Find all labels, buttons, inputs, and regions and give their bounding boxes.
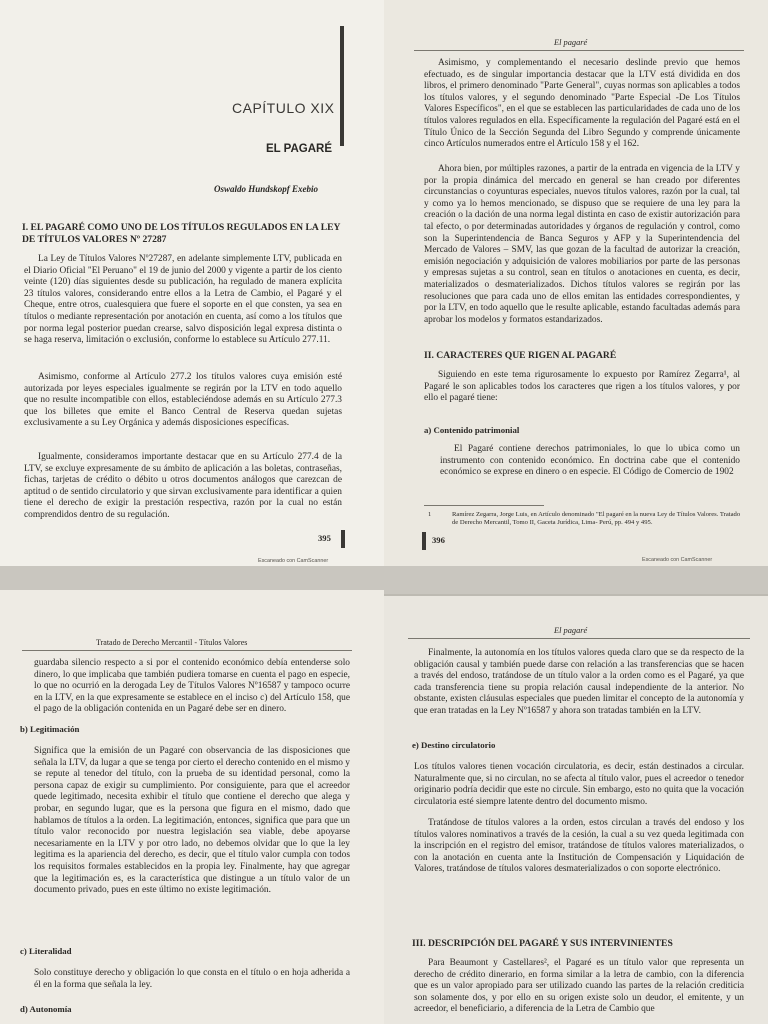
page-397-paragraph-1: guardaba silencio respecto a si por el contenido económico debía entenderse solo dinero, lo que implicaba que también pudiera tomarse en cuenta el pago en especie, lo que no ocurrió en la derogada Ley de Títulos Valores Nº16587 y tampoco ocurre en la LTV, en la que expresamente se establece en el inciso c) del Artículo 158, que el pago de la obligación contenida en un Pagaré debe ser en dinero. bbox=[34, 658, 350, 715]
page-398 bbox=[384, 596, 768, 1024]
chapter-marker-bar bbox=[340, 26, 344, 146]
page-396-paragraph-2: Ahora bien, por múltiples razones, a partir de la entrada en vigencia de la LTV y por la propia dinámica del mercado en general se han creado por diferentes circunstancias o coyunturas especiales, nuevos títulos valores, razón por la cual, tal y como ya lo hemos mencionado, se dispuso que se requiere de una ley para la creación o la dación de una norma legal distinta en caso de existir autorización para tal efecto, o por determinadas autoridades y órganos de regulación y control, como son la Superintendencia de Banca Seguros y AFP y la Superintendencia del Mercado de Valores – SMV, las que gozan de la facultad de autorizar la creación, emisión negociación y adquisición de valores mobiliarios por parte de las personas y empresas sujetas a su control, sean en títulos o anotaciones en cuenta, es decir, materializados o desmaterializados. Dichos títulos valores se regirán por las resoluciones que para cada uno de ellos emitan las entidades correspondientes, y por la LTV, en todo aquello que le resulte aplicable, estando facultadas además para aprobar los modelos y formatos estandarizados. bbox=[424, 164, 740, 325]
page-number-395: 395 bbox=[318, 533, 331, 543]
page-number-bar bbox=[341, 530, 345, 548]
running-head: El pagaré bbox=[554, 626, 588, 635]
chapter-title: EL PAGARÉ bbox=[266, 143, 333, 155]
scan-footer: Escaneado con CamScanner bbox=[258, 558, 329, 564]
chapter-label: CAPÍTULO XIX bbox=[232, 100, 335, 116]
footnote-text: Ramírez Zegarra, Jorge Luis, en Artículo denominado "El pagaré en la nueva Ley de Títulos Valores. Tratado de Derecho Mercantil, Tomo II, Gaceta Jurídica, Lima- Perú, pp. 494 y 495. bbox=[452, 511, 741, 526]
subheading-b: b) Legitimación bbox=[20, 724, 80, 734]
scan-footer: Escaneado con CamScanner bbox=[642, 557, 713, 563]
page-number-bar bbox=[422, 532, 426, 550]
page-396-paragraph-1: Asimismo, y complementando el necesario deslinde previo que hemos efectuado, es de singular importancia destacar que la LTV está dividida en dos libros, el primero denominado "Parte General", cuyas normas son aplicables a todos los títulos valores, y el segundo denominado "Parte Especial -De Los Títulos Valores Específicos", en el que se establecen las particularidades de cada uno de los títulos valores regulados en ella. Específicamente la regulación del Pagaré está en el Título Único de la Sección Segunda del Libro Segundo y comprende únicamente cinco Artículos numerados entre el Artículo 158 y el 162. bbox=[424, 58, 740, 150]
page-397-paragraph-3: Solo constituye derecho y obligación lo que consta en el título o en hoja adherida a él en la forma que señala la ley. bbox=[34, 968, 350, 990]
section-3-heading: III. DESCRIPCIÓN DEL PAGARÉ Y SUS INTERVINIENTES bbox=[412, 938, 673, 949]
subheading-d: d) Autonomía bbox=[20, 1004, 72, 1014]
section-1-heading: I. EL PAGARÉ COMO UNO DE LOS TÍTULOS REGULADOS EN LA LEY DE TÍTULOS VALORES Nº 27287 bbox=[22, 222, 341, 245]
running-head: El pagaré bbox=[554, 38, 588, 47]
page-398-paragraph-1: Finalmente, la autonomía en los títulos valores queda claro que se da respecto de la obligación causal y también puede darse con relación a las transferencias que se hacen a través del endoso, tratándose de un título valor a la orden como es el Pagaré, ya que cada transferencia tiene su propia relación causal independiente de la anterior. No obstante, existen cláusulas especiales que pueden limitar el concepto de la autonomía y que eran tratadas en la Ley Nº16587 y ahora son tratadas también en la LTV. bbox=[414, 648, 744, 716]
author-name: Oswaldo Hundskopf Exebio bbox=[214, 184, 319, 194]
subheading-a: a) Contenido patrimonial bbox=[424, 425, 520, 435]
footnote-rule bbox=[424, 505, 544, 506]
running-head: Tratado de Derecho Mercantil - Títulos Valores bbox=[96, 638, 248, 647]
page-396-paragraph-3: Siguiendo en este tema rigurosamente lo expuesto por Ramírez Zegarra¹, al Pagaré le son aplicables todos los caracteres que rigen a los títulos valores, y por ello el pagaré tiene: bbox=[424, 370, 740, 404]
page-395-paragraph-2: Asimismo, conforme al Artículo 277.2 los títulos valores cuya emisión esté autorizada por leyes especiales igualmente se regirán por la LTV en todo aquello que no resulte incompatible con ellos, estableciéndose además en su Artículo 277.3 que los billetes que emite el Banco Central de Reserva quedan sujetas exclusivamente a su Ley Orgánica y además disposiciones específicas. bbox=[24, 372, 342, 429]
page-397 bbox=[0, 590, 384, 1024]
section-2-heading: II. CARACTERES QUE RIGEN AL PAGARÉ bbox=[424, 350, 617, 361]
page-397-paragraph-2: Significa que la emisión de un Pagaré con observancia de las disposiciones que señala la LTV, da lugar a que se tenga por cierto el derecho contenido en el mismo y se repute al tenedor del título, con la prueba de su identidad personal, como la persona capaz de exigir su cumplimiento. Por consiguiente, para que el acreedor quede legitimado, necesita exhibir el título que contiene el derecho que alega y probar, en segundo lugar, que es la persona que figura en el mismo, dado que hablamos de títulos a la orden. La legitimación, entonces, significa que para que un título valor reconocido por nuestra legislación sea viable, debe apoyarse necesariamente en la LTV y por otro lado, no debemos olvidar que lo que la ley legitima es la apariencia del derecho, es decir, que el título valor cumpla con todos los requisitos formales establecidos en la propia ley. Finalmente, hay que agregar que la legitimación es, es la característica que distingue a un título valor de un documento privado, pues en este último no existe legitimación. bbox=[34, 746, 350, 896]
page-396 bbox=[384, 0, 768, 566]
subheading-c: c) Literalidad bbox=[20, 946, 72, 956]
page-395-paragraph-3: Igualmente, consideramos importante destacar que en su Artículo 277.4 de la LTV, se excluye expresamente de su ámbito de aplicación a las boletas, contraseñas, fichas, tarjetas de crédito o débito u otros documentos análogos que carezcan de aptitud o de sentido circulatorio y que sirvan exclusivamente para identificar a quien tiene el derecho de exigir la prestación respectiva, razón por la cual no están comprendidos dentro de su regulación. bbox=[24, 452, 342, 520]
page-number-396: 396 bbox=[432, 535, 445, 545]
page-398-paragraph-3: Tratándose de títulos valores a la orden, estos circulan a través del endoso y los títulos valores nominativos a través de la cesión, la cual a su vez queda legitimada con la inscripción en el registro del emisor, tratándose de títulos valores materializados, o con la anotación en cuenta ante la Institución de Compensación y Liquidación de Valores, tratándose de títulos valores desmaterializados o con soporte electrónico. bbox=[414, 818, 744, 875]
page-398-paragraph-2: Los títulos valores tienen vocación circulatoria, es decir, están destinados a circular. Naturalmente que, si no circulan, no se afecta al título valor, pues el acreedor o tenedor originario podría decidir que este no circule. Sin embargo, esto no quita que la vocación circulatoria esté siempre latente dentro del documento mismo. bbox=[414, 762, 744, 807]
page-398-paragraph-4: Para Beaumont y Castellares², el Pagaré es un título valor que representa un derecho de crédito dinerario, en forma similar a la letra de cambio, con la diferencia que es un valor apropiado para ser utilizado cuando las partes de la relación crediticia son solamente dos, y por ello en su origen existe solo un deudor, el emitente, y un acreedor, el beneficiario, a diferencia de la Letra de Cambio que bbox=[414, 958, 744, 1015]
page-395 bbox=[0, 0, 384, 566]
header-rule bbox=[414, 50, 744, 51]
page-395-paragraph-1: La Ley de Títulos Valores Nº27287, en adelante simplemente LTV, publicada en el Diario Oficial "El Peruano" el 19 de junio del 2000 y vigente a partir de los ciento veinte (120) días siguientes desde su publicación, ha regulado de manera explícita 23 títulos valores, considerando entre ellos a la Letra de Cambio, el Pagaré y el Cheque, entre otros, cualesquiera que fuere el soporte en el que consten, ya sea en títulos o mediante representación por anotación en cuenta, así como a los títulos que por norma legal posterior puedan crearse, salvo disposición legal expresa distinta o se haga reserva, limitación o exclusión, conforme lo establece su Artículo 277.11. bbox=[24, 254, 342, 346]
footnote-marker: 1 bbox=[428, 511, 432, 518]
page-396-paragraph-4: El Pagaré contiene derechos patrimoniales, lo que lo ubica como un instrumento con contenido económico. En doctrina cabe que el contenido económico se exprese en dinero o en especie. El Código de Comercio de 1902 bbox=[440, 444, 740, 478]
subheading-e: e) Destino circulatorio bbox=[412, 740, 496, 750]
header-rule bbox=[22, 650, 352, 651]
header-rule bbox=[408, 638, 750, 639]
